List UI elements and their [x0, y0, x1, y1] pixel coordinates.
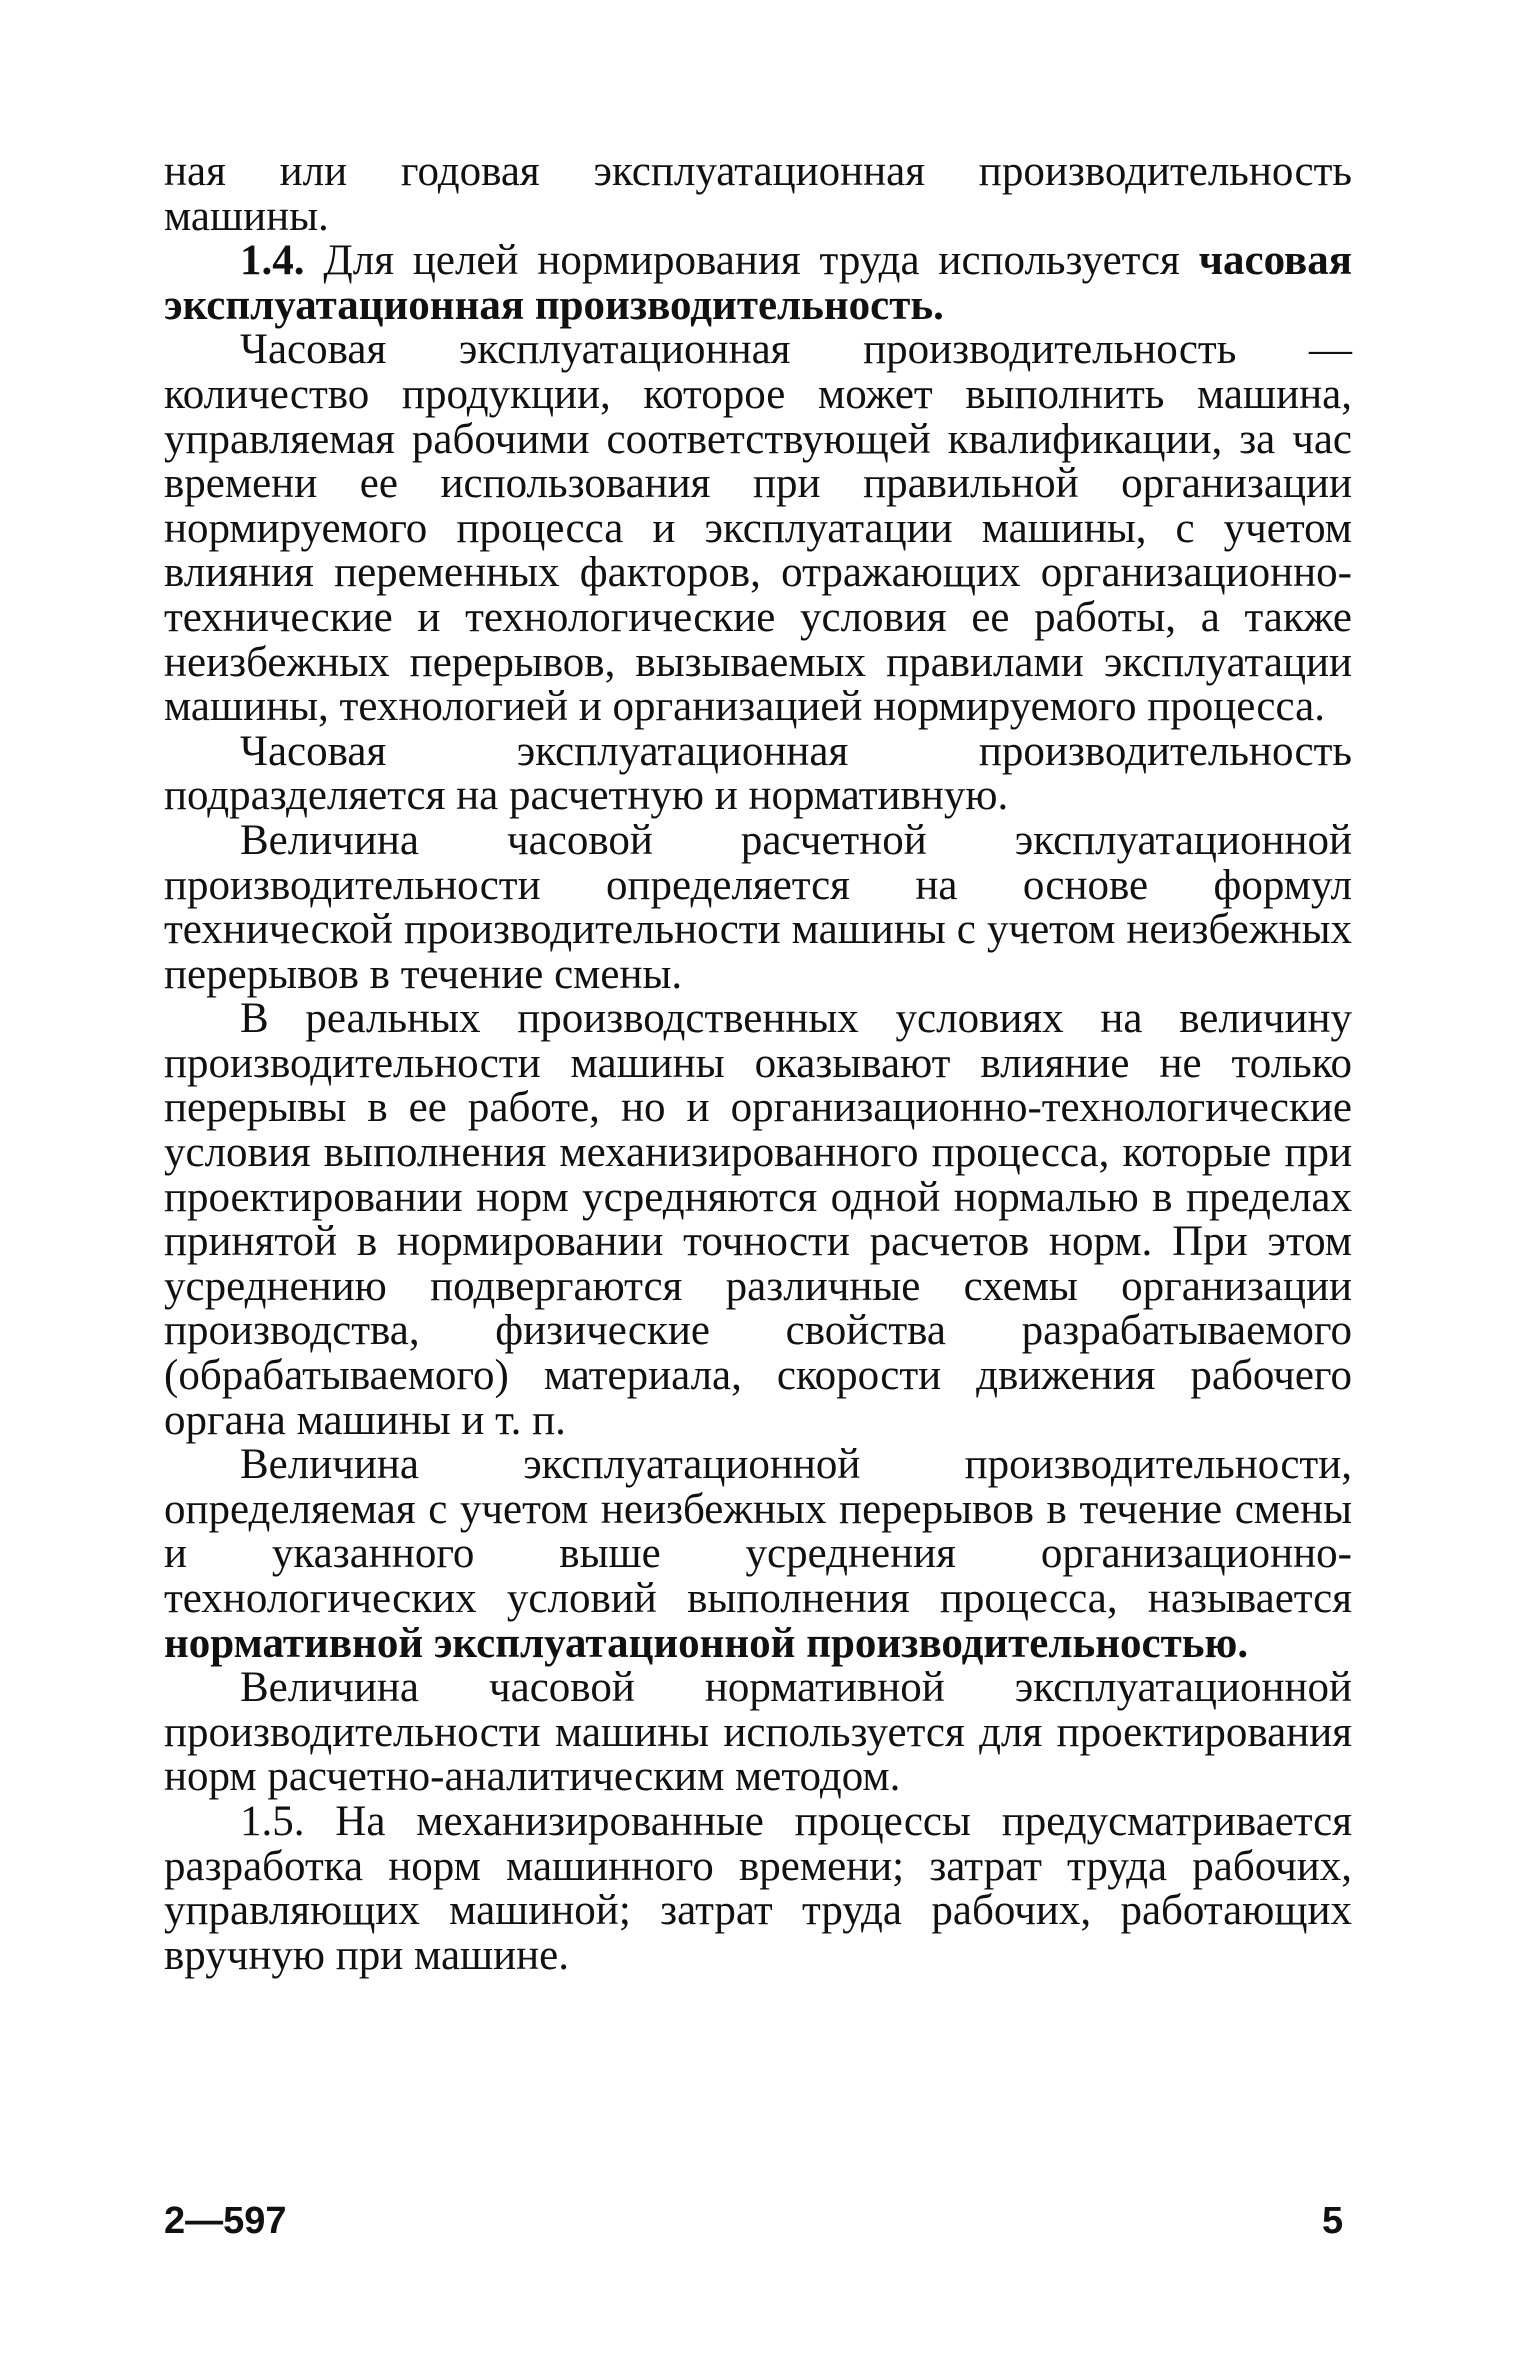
signature-mark: 2—597	[164, 2200, 287, 2242]
paragraph-subdivision: Часовая эксплуатационная производительность подразделяется на расчетную и нормативную.	[164, 727, 1352, 820]
paragraph-definition: Часовая эксплуатационная производительность — количество продукции, которое может выполнить машина, управляемая рабочими соответствующей квалификации, за час времени ее использования при правильной организации нормируемого процесса и эксплуатации машины, с учетом влияния переменных факторов, отражающих организационно-технические и технологические условия ее работы, а также неизбежных перерывов, вызываемых правилами эксплуатации машины, технологией и организацией нормируемого процесса.	[164, 326, 1352, 731]
section-number: 1.4.	[240, 237, 305, 285]
paragraph-continuation: ная или годовая эксплуатационная производительность машины.	[164, 148, 1352, 240]
paragraph-normative	[164, 1443, 1352, 1666]
paragraph-1-5	[164, 1797, 1352, 1979]
term-bold: нормативной эксплуатационной производительностью.	[164, 1619, 1249, 1667]
paragraph-calculated: Величина часовой расчетной эксплуатационной производительности определяется на основе формул технической производительности машины с учетом неизбежных перерывов в течение смены.	[164, 816, 1352, 998]
page-number: 5	[1322, 2200, 1344, 2242]
paragraph-real-conditions: В реальных производственных условиях на величину производительности машины оказывают влияние не только перерывы в ее работе, но и организационно-технологические условия выполнения механизированного процесса, которые при проектировании норм усредняются одной нормалью в пределах принятой в нормировании точности расчетов норм. При этом усреднению подвергаются различные схемы организации производства, физические свойства разрабатываемого (обрабатываемого) материала, скорости движения рабочего органа машины и т. п.	[164, 995, 1352, 1444]
paragraph-text: На механизированные процессы предусматривается разработка норм машинного времени; затрат труда рабочих, управляющих машиной; затрат труда рабочих, работающих вручную при машине.	[164, 1797, 1352, 1979]
term-bold: часовая эксплуатационная производительность.	[164, 237, 1352, 329]
paragraph-1-4	[164, 239, 1352, 328]
section-number: 1.5.	[240, 1797, 305, 1845]
paragraph-usage: Величина часовой нормативной эксплуатационной производительности машины используется для проектирования норм расчетно-аналитическим методом.	[164, 1664, 1352, 1801]
paragraph-text: Величина эксплуатационной производительности, определяемая с учетом неизбежных перерывов в течение смены и указанного выше усреднения организационно-технологических условий выполнения процесса, называется	[164, 1441, 1352, 1622]
body-text	[164, 150, 1352, 1978]
paragraph-text: Для целей нормирования труда используется	[304, 237, 1199, 285]
